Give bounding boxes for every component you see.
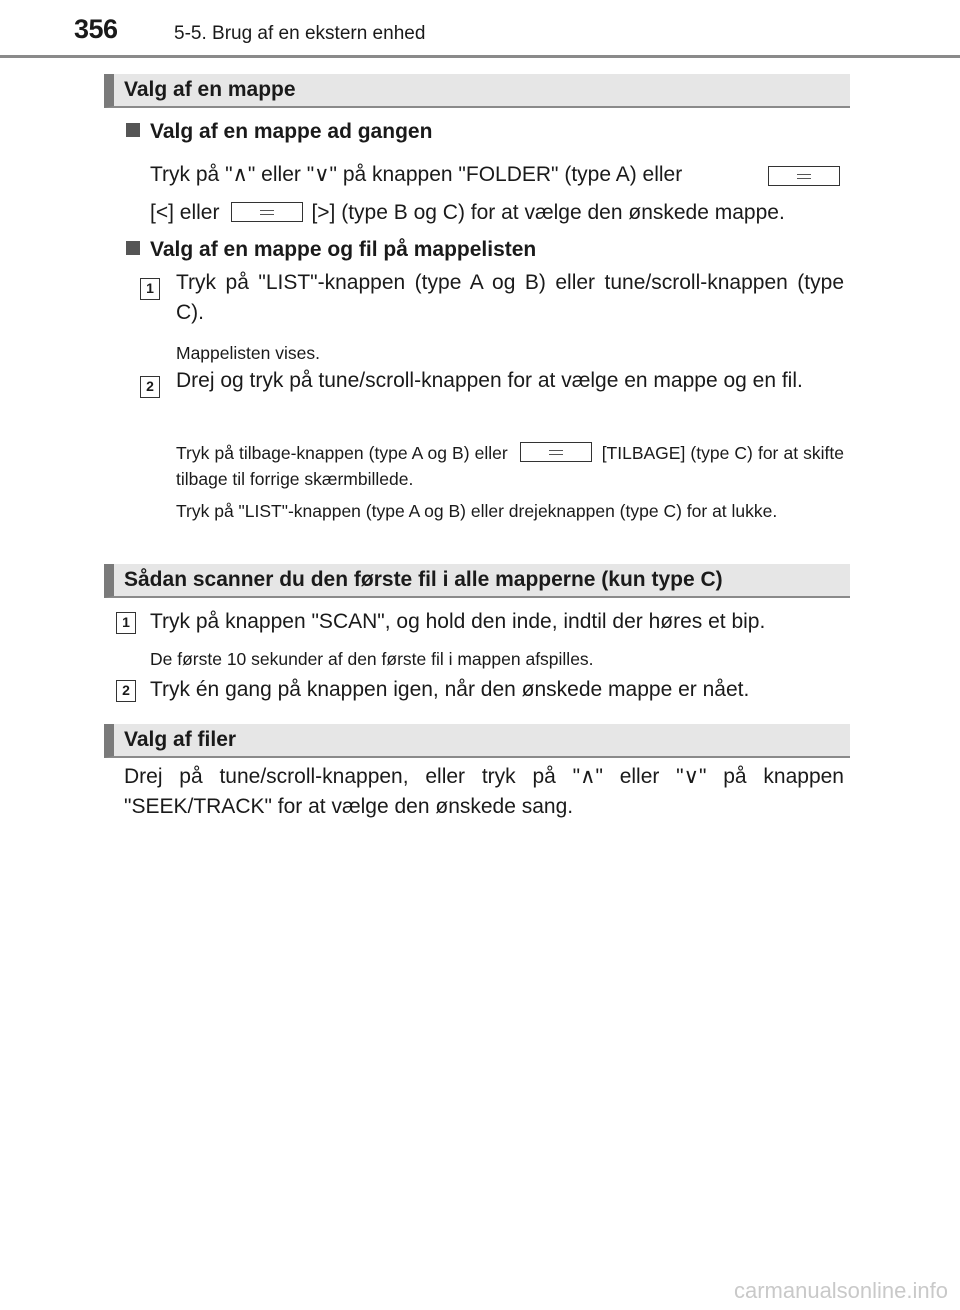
- step-number-1: 1: [116, 612, 136, 634]
- step1-note: Mappelisten vises.: [176, 343, 320, 363]
- sub-heading-folder-list: Valg af en mappe og fil på mappelisten: [126, 238, 536, 262]
- square-bullet-icon: [126, 123, 140, 137]
- step-number-1: 1: [140, 278, 160, 300]
- chapter-title: 5-5. Brug af en ekstern enhed: [174, 23, 426, 44]
- prev-key-icon: [231, 202, 303, 222]
- section-header-folder-select: Valg af en mappe: [104, 74, 850, 108]
- square-bullet-icon: [126, 241, 140, 255]
- step1-text: Tryk på "LIST"-knappen (type A og B) eller tune/scroll-knappen (type C).: [176, 271, 844, 324]
- step2-note-close: Tryk på "LIST"-knappen (type A og B) eller drejeknappen (type C) for at lukke.: [176, 501, 778, 521]
- scan-step1-text: Tryk på knappen "SCAN", og hold den inde, indtil der høres et bip.: [150, 610, 766, 633]
- folder-instruction-line1: Tryk på "∧" eller "∨" på knappen "FOLDER" (type A) eller: [150, 163, 683, 186]
- step2-text: Drej og tryk på tune/scroll-knappen for at vælge en mappe og en fil.: [176, 369, 803, 392]
- step2-note-back: Tryk på tilbage-knappen (type A og B) eller [TILBAGE] (type C) for at skifte tilbage til forrige skærmbillede.: [176, 443, 845, 489]
- scan-step1-note: De første 10 sekunder af den første fil i mappen afspilles.: [150, 649, 594, 669]
- back-key-icon: [520, 442, 592, 462]
- folder-instruction-line2: [<] eller [>] (type B og C) for at vælge den ønskede mappe.: [150, 201, 785, 224]
- section-header-scan: Sådan scanner du den første fil i alle mapperne (kun type C): [104, 564, 850, 598]
- sub-heading-one-folder: Valg af en mappe ad gangen: [126, 120, 432, 144]
- page-number: 356: [74, 14, 118, 44]
- step-number-2: 2: [116, 680, 136, 702]
- header-divider: [0, 55, 960, 58]
- scan-step2-text: Tryk én gang på knappen igen, når den ønskede mappe er nået.: [150, 678, 750, 701]
- watermark-text: carmanualsonline.info: [733, 1278, 948, 1303]
- step-number-2: 2: [140, 376, 160, 398]
- folder-key-icon: [768, 166, 840, 186]
- section-header-file-select: Valg af filer: [104, 724, 850, 758]
- file-select-instruction: Drej på tune/scroll-knappen, eller tryk på "∧" eller "∨" på knappen "SEEK/TRACK" for at vælge den ønskede sang.: [124, 765, 844, 818]
